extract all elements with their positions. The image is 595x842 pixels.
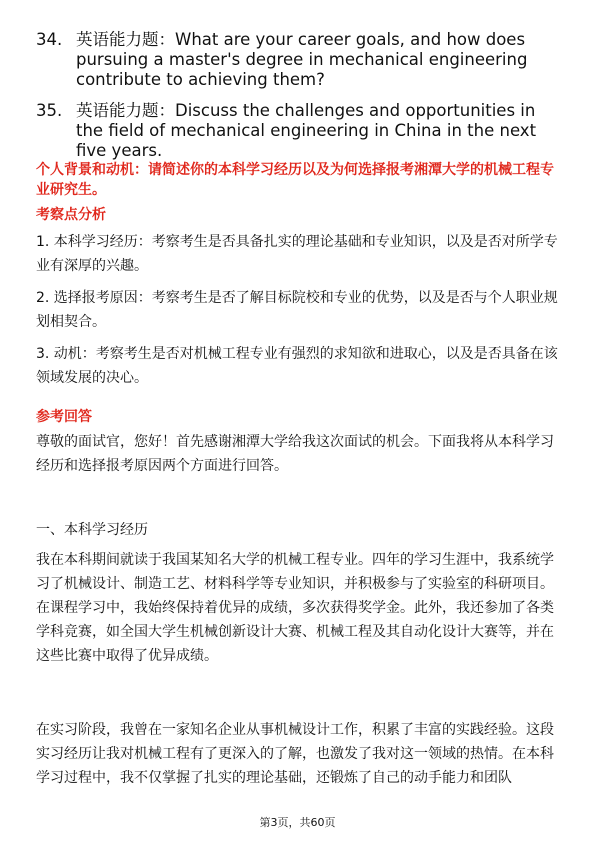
answer-subheading: 一、本科学习经历 <box>36 522 148 538</box>
main-question: 个人背景和动机：请简述你的本科学习经历以及为何选择报考湘潭大学的机械工程专业研究生。 <box>36 162 554 198</box>
question-text: 英语能力题：Discuss the challenges and opportunities in the field of mechanical engineering in China in the next five years. <box>76 101 537 160</box>
answer-paragraph-1: 我在本科期间就读于我国某知名大学的机械工程专业。四年的学习生涯中，我系统学习了机械设计、制造工艺、材料科学等专业知识，并积极参与了实验室的科研项目。在课程学习中，我始终保持着优异的成绩，多次获得奖学金。此外，我还参加了各类学科竞赛，如全国大学生机械创新设计大赛、机械工程及其自动化设计大赛等，并在这些比赛中取得了优异成绩。 <box>36 552 554 664</box>
question-35 <box>36 101 556 161</box>
question-number: 34. <box>36 30 63 49</box>
page-footer: 第3页，共60页 <box>259 816 336 829</box>
answer-paragraph-2: 在实习阶段，我曾在一家知名企业从事机械设计工作，积累了丰富的实践经验。这段实习经历让我对机械工程有了更深入的了解，也激发了我对这一领域的热情。在本科学习过程中，我不仅掌握了扎实的理论基础，还锻炼了自己的动手能力和团队 <box>36 722 554 786</box>
answer-intro: 尊敬的面试官，您好！首先感谢湘潭大学给我这次面试的机会。下面我将从本科学习经历和选择报考原因两个方面进行回答。 <box>36 434 554 474</box>
question-text: 英语能力题：What are your career goals, and how does pursuing a master's degree in mechanical engineering contribute to achieving them? <box>76 30 528 89</box>
analysis-item-2: 2. 选择报考原因：考察考生是否了解目标院校和专业的优势，以及是否与个人职业规划相契合。 <box>36 290 558 330</box>
analysis-item-3: 3. 动机：考察考生是否对机械工程专业有强烈的求知欲和进取心，以及是否具备在该领域发展的决心。 <box>36 346 558 386</box>
analysis-item-1: 1. 本科学习经历：考察考生是否具备扎实的理论基础和专业知识，以及是否对所学专业有深厚的兴趣。 <box>36 234 558 274</box>
question-34 <box>36 30 556 90</box>
analysis-heading: 考察点分析 <box>36 207 106 223</box>
answer-heading: 参考回答 <box>36 409 92 425</box>
question-number: 35. <box>36 101 63 120</box>
